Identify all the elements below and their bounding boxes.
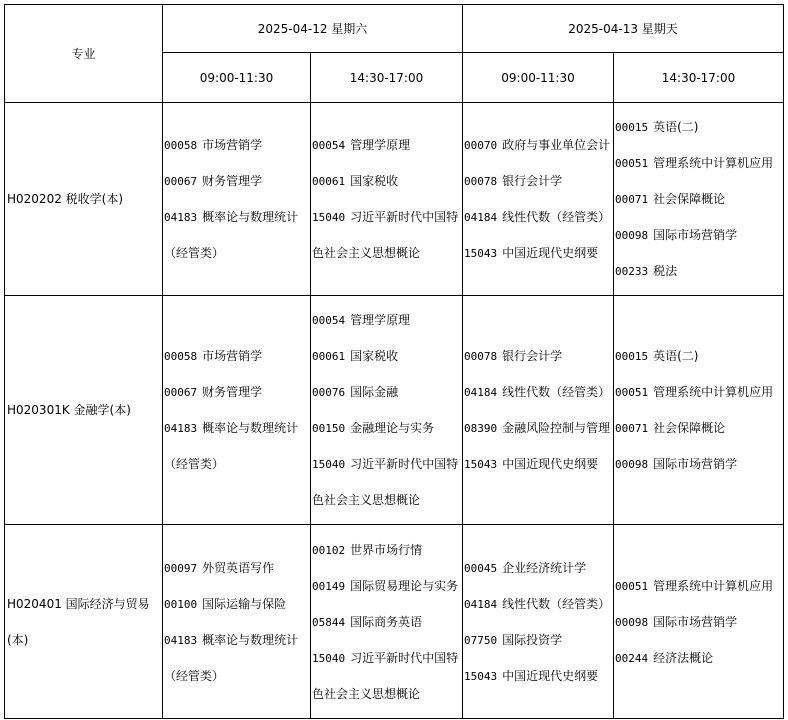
course-item <box>312 640 462 676</box>
course-item <box>312 127 462 163</box>
course-item <box>164 658 310 694</box>
course-code: 00054 <box>312 139 346 152</box>
course-name: 国际贸易理论与实务 <box>350 578 459 593</box>
course-name-continued: （经管类） <box>164 457 225 471</box>
course-name: 国际投资学 <box>502 632 563 647</box>
course-item <box>464 586 613 622</box>
course-code: 07750 <box>464 633 498 647</box>
course-cell <box>614 103 784 296</box>
course-code: 04183 <box>164 633 198 647</box>
course-cell <box>163 103 311 296</box>
course-item <box>312 302 462 338</box>
course-cell <box>463 525 614 719</box>
course-item <box>312 235 462 271</box>
course-name: 企业经济统计学 <box>502 560 587 575</box>
course-item <box>464 446 613 482</box>
course-code: 00098 <box>615 615 649 629</box>
table-row <box>5 525 784 719</box>
course-code: 00149 <box>312 579 346 593</box>
course-code: 00061 <box>312 175 346 188</box>
course-item <box>615 446 783 482</box>
course-item <box>164 586 310 622</box>
course-item <box>615 568 783 604</box>
course-item <box>312 410 462 446</box>
course-code: 00067 <box>164 386 198 399</box>
course-code: 00098 <box>615 458 649 471</box>
course-cell <box>463 103 614 296</box>
course-name: 社会保障概论 <box>653 421 726 435</box>
course-code: 00045 <box>464 561 498 575</box>
course-item <box>312 446 462 482</box>
course-name: 财务管理学 <box>202 174 263 188</box>
course-code: 00051 <box>615 579 649 593</box>
header-row-dates <box>5 5 784 53</box>
course-name: 概率论与数理统计 <box>202 421 299 435</box>
course-code: 00076 <box>312 386 346 399</box>
course-item <box>615 217 783 253</box>
course-cell <box>311 103 463 296</box>
course-code: 00078 <box>464 175 498 188</box>
course-cell <box>614 525 784 719</box>
course-item <box>164 338 310 374</box>
course-item <box>464 199 613 235</box>
course-item <box>164 235 310 271</box>
course-code: 00070 <box>464 139 498 152</box>
course-cell <box>614 296 784 525</box>
course-code: 00067 <box>164 175 198 188</box>
course-name: 中国近现代史纲要 <box>502 457 599 471</box>
course-item <box>164 622 310 658</box>
course-code: 00015 <box>615 121 649 134</box>
course-item <box>615 640 783 676</box>
course-item <box>164 374 310 410</box>
course-item <box>312 199 462 235</box>
course-code: 04183 <box>164 422 198 435</box>
course-name: 线性代数（经管类） <box>502 385 611 399</box>
course-item <box>615 145 783 181</box>
course-cell <box>311 296 463 525</box>
course-item <box>464 410 613 446</box>
course-name: 习近平新时代中国特 <box>350 457 459 471</box>
course-name: 中国近现代史纲要 <box>502 246 599 260</box>
slot-header: 14:30-17:00 <box>614 53 784 103</box>
course-name: 线性代数（经管类） <box>502 596 611 611</box>
course-name: 社会保障概论 <box>653 192 726 206</box>
course-code: 00097 <box>164 561 198 575</box>
course-item <box>464 374 613 410</box>
course-code: 00071 <box>615 422 649 435</box>
course-item <box>464 658 613 694</box>
major-name: H020301K 金融学(本) <box>7 403 131 417</box>
course-code: 08390 <box>464 422 498 435</box>
course-code: 15043 <box>464 458 498 471</box>
course-code: 00078 <box>464 350 498 363</box>
course-item <box>312 532 462 568</box>
course-code: 00051 <box>615 157 649 170</box>
course-name: 银行会计学 <box>502 174 563 188</box>
course-item <box>312 374 462 410</box>
course-item <box>312 676 462 712</box>
course-name-continued: （经管类） <box>164 668 225 683</box>
course-item <box>312 604 462 640</box>
slot-header: 09:00-11:30 <box>163 53 311 103</box>
course-name-continued: （经管类） <box>164 246 225 260</box>
course-item <box>615 604 783 640</box>
course-name: 税法 <box>653 264 678 278</box>
course-name: 英语(二) <box>653 349 699 363</box>
course-item <box>312 482 462 518</box>
course-item <box>615 374 783 410</box>
course-name: 外贸英语写作 <box>202 560 275 575</box>
course-name-continued: 色社会主义思想概论 <box>312 686 421 701</box>
course-code: 15040 <box>312 458 346 471</box>
course-cell <box>311 525 463 719</box>
course-name: 财务管理学 <box>202 385 263 399</box>
course-code: 00058 <box>164 350 198 363</box>
course-name: 国家税收 <box>350 174 399 188</box>
course-item <box>312 163 462 199</box>
course-name: 国际市场营销学 <box>653 457 738 471</box>
course-name: 国际运输与保险 <box>202 596 287 611</box>
course-name: 市场营销学 <box>202 349 263 363</box>
course-code: 00051 <box>615 386 649 399</box>
course-code: 04184 <box>464 386 498 399</box>
major-cell <box>5 296 163 525</box>
date-header-day2: 2025-04-13 星期天 <box>463 5 784 53</box>
course-item <box>164 163 310 199</box>
major-name: H020401 国际经济与贸易 <box>7 596 150 611</box>
course-item <box>312 338 462 374</box>
course-item <box>164 550 310 586</box>
course-code: 00071 <box>615 193 649 206</box>
course-name-continued: 色社会主义思想概论 <box>312 493 421 507</box>
course-code: 15043 <box>464 669 498 683</box>
course-item <box>464 127 613 163</box>
course-item <box>615 181 783 217</box>
exam-schedule-table <box>4 4 784 719</box>
course-name: 国际市场营销学 <box>653 614 738 629</box>
major-cell <box>5 103 163 296</box>
course-code: 00150 <box>312 422 346 435</box>
course-name: 银行会计学 <box>502 349 563 363</box>
course-item <box>164 199 310 235</box>
course-code: 04184 <box>464 597 498 611</box>
table-row <box>5 296 784 525</box>
course-code: 00098 <box>615 229 649 242</box>
course-code: 00233 <box>615 265 649 278</box>
course-name: 习近平新时代中国特 <box>350 210 459 224</box>
course-item <box>164 446 310 482</box>
major-cell <box>5 525 163 719</box>
course-name: 政府与事业单位会计 <box>502 138 611 152</box>
course-code: 15043 <box>464 247 498 260</box>
course-name-continued: 色社会主义思想概论 <box>312 246 421 260</box>
course-item <box>464 622 613 658</box>
course-code: 04183 <box>164 211 198 224</box>
course-name: 英语(二) <box>653 120 699 134</box>
slot-header: 09:00-11:30 <box>463 53 614 103</box>
course-name: 线性代数（经管类） <box>502 210 611 224</box>
course-code: 00058 <box>164 139 198 152</box>
course-code: 15040 <box>312 651 346 665</box>
course-cell <box>163 296 311 525</box>
course-code: 00244 <box>615 651 649 665</box>
course-code: 00100 <box>164 597 198 611</box>
course-name: 习近平新时代中国特 <box>350 650 459 665</box>
course-code: 05844 <box>312 615 346 629</box>
course-item <box>464 163 613 199</box>
slot-header: 14:30-17:00 <box>311 53 463 103</box>
course-name: 金融风险控制与管理 <box>502 421 611 435</box>
course-item <box>615 338 783 374</box>
major-name: (本) <box>7 632 29 647</box>
course-code: 04184 <box>464 211 498 224</box>
course-cell <box>163 525 311 719</box>
course-item <box>615 253 783 289</box>
course-name: 经济法概论 <box>653 650 714 665</box>
course-name: 中国近现代史纲要 <box>502 668 599 683</box>
major-name: H020202 税收学(本) <box>7 192 124 206</box>
table-row <box>5 103 784 296</box>
course-name: 管理学原理 <box>350 138 411 152</box>
course-code: 00102 <box>312 543 346 557</box>
course-name: 市场营销学 <box>202 138 263 152</box>
course-code: 00015 <box>615 350 649 363</box>
course-name: 国际商务英语 <box>350 614 423 629</box>
course-code: 00061 <box>312 350 346 363</box>
course-name: 国家税收 <box>350 349 399 363</box>
course-item <box>164 127 310 163</box>
course-item <box>312 568 462 604</box>
date-header-day1: 2025-04-12 星期六 <box>163 5 463 53</box>
course-name: 管理学原理 <box>350 313 411 327</box>
course-code: 15040 <box>312 211 346 224</box>
course-name: 概率论与数理统计 <box>202 210 299 224</box>
course-item <box>464 338 613 374</box>
course-code: 00054 <box>312 314 346 327</box>
course-name: 金融理论与实务 <box>350 421 435 435</box>
course-item <box>464 235 613 271</box>
course-item <box>464 550 613 586</box>
course-name: 管理系统中计算机应用 <box>653 156 774 170</box>
course-item <box>164 410 310 446</box>
major-header: 专业 <box>5 5 163 103</box>
course-item <box>615 410 783 446</box>
course-name: 世界市场行情 <box>350 542 423 557</box>
course-name: 管理系统中计算机应用 <box>653 385 774 399</box>
course-name: 国际金融 <box>350 385 399 399</box>
course-item <box>615 109 783 145</box>
course-name: 概率论与数理统计 <box>202 632 299 647</box>
course-cell <box>463 296 614 525</box>
course-name: 国际市场营销学 <box>653 228 738 242</box>
course-name: 管理系统中计算机应用 <box>653 578 774 593</box>
